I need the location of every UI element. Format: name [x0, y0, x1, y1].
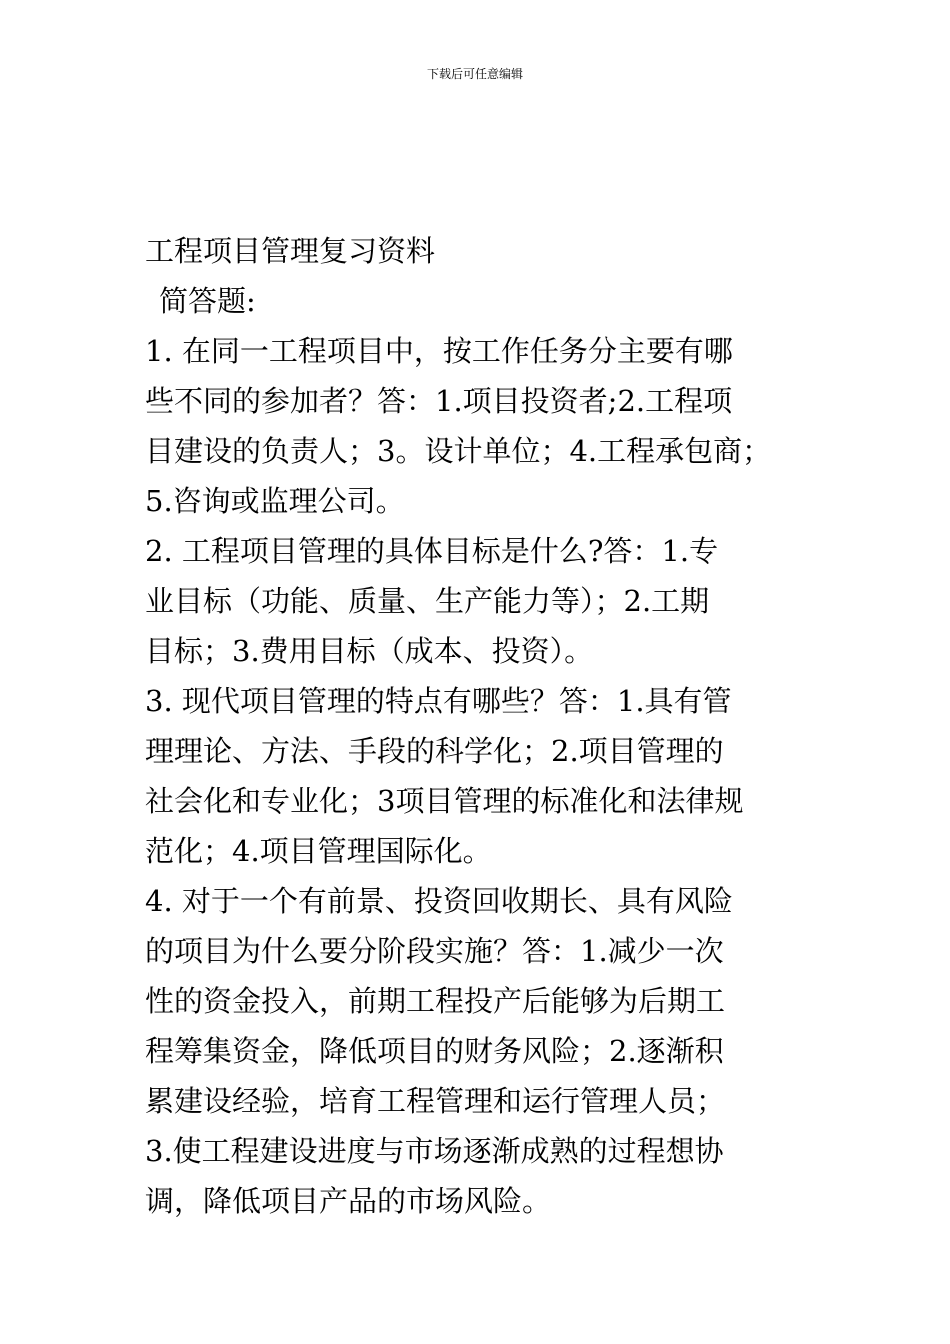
- header-note: 下载后可任意编辑: [426, 67, 523, 81]
- section-heading: 简答题:: [159, 284, 256, 318]
- text-line: 的项目为什么要分阶段实施？答：1.减少一次: [145, 934, 724, 968]
- document-title: 工程项目管理复习资料: [145, 234, 436, 268]
- text-line: 目建设的负责人；3。设计单位；4.工程承包商；: [145, 434, 772, 468]
- text-line: 些不同的参加者？答：1.项目投资者;2.工程项: [145, 384, 733, 418]
- text-line: 4. 对于一个有前景、投资回收期长、具有风险: [145, 884, 733, 918]
- text-line: 调，降低项目产品的市场风险。: [145, 1184, 552, 1218]
- text-line: 理理论、方法、手段的科学化；2.项目管理的: [145, 734, 724, 768]
- text-line: 1. 在同一工程项目中，按工作任务分主要有哪: [145, 334, 733, 368]
- text-line: 3. 现代项目管理的特点有哪些？答：1.具有管: [145, 684, 732, 718]
- document-body: [145, 226, 830, 1226]
- text-line: 目标；3.费用目标（成本、投资）。: [145, 634, 594, 668]
- text-line: 性的资金投入，前期工程投产后能够为后期工: [145, 984, 726, 1018]
- text-line: 社会化和专业化；3项目管理的标准化和法律规: [145, 784, 744, 818]
- text-line: 范化；4.项目管理国际化。: [145, 834, 492, 868]
- text-line: 程筹集资金，降低项目的财务风险；2.逐渐积: [145, 1034, 724, 1068]
- text-line: 业目标（功能、质量、生产能力等）；2.工期: [145, 584, 710, 618]
- text-line: 累建设经验，培育工程管理和运行管理人员；: [145, 1084, 726, 1118]
- text-line: 5.咨询或监理公司。: [145, 484, 405, 518]
- text-line: 3.使工程建设进度与市场逐渐成熟的过程想协: [145, 1134, 724, 1168]
- text-line: 2. 工程项目管理的具体目标是什么?答：1.专: [145, 534, 719, 568]
